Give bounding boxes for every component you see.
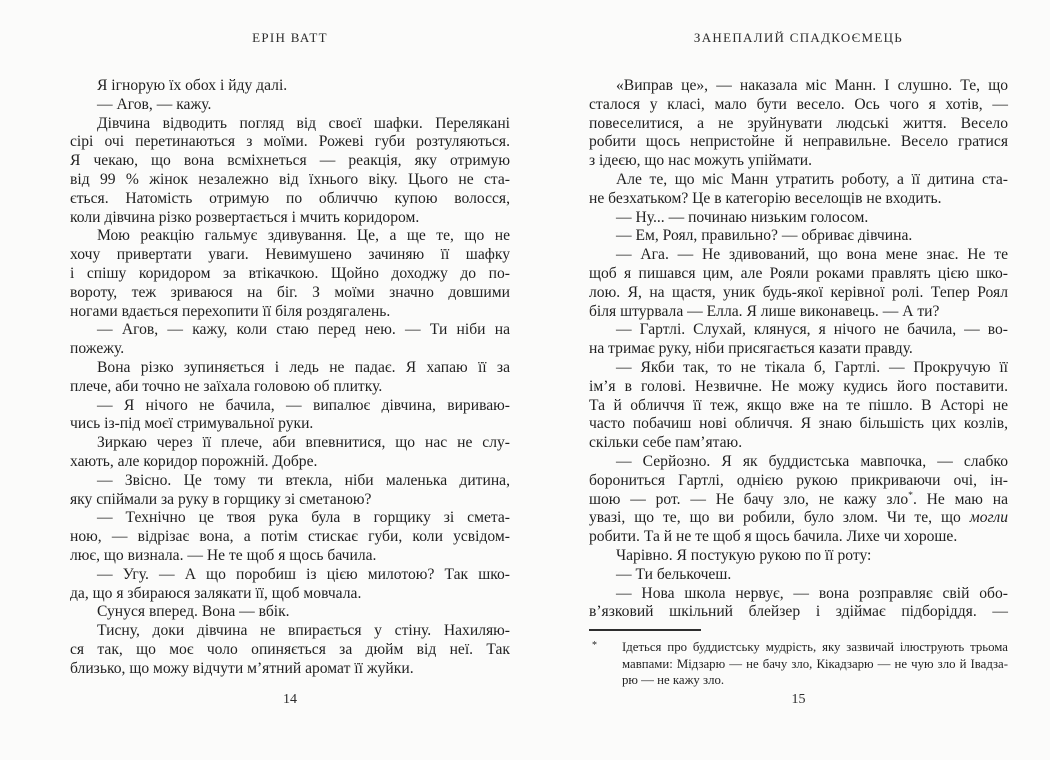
text-line: «Виправ це», — наказала міс Манн. І слушно. Те, що (616, 77, 1008, 94)
text-line: робити. Та й не те щоб я щось бачила. Лихе чи хороше. (589, 528, 958, 546)
text-line: повеселитися, а не зруйнувати людські життя. Весело (589, 114, 1008, 132)
text-line: хають, але коридор порожній. Добре. (70, 452, 318, 470)
text-line: борониться Гартлі, однією рукою прикриваючи очі, ін- (589, 471, 1008, 489)
text-line: і спішу коридором за втікачкою. Щойно доходжу до по- (70, 264, 510, 282)
text-line: — Серйозно. Я як буддистська мавпочка, — слабко (616, 452, 1008, 470)
text-line: Але те, що міс Манн утратить роботу, а її дитина ста- (616, 170, 1008, 188)
text-line: скільки себе пам’ятаю. (589, 434, 743, 452)
page-number-right: 15 (791, 692, 806, 707)
footnote-text (589, 639, 1008, 689)
text-line: да, що я збираюся залякати її, щоб мовчала. (70, 584, 362, 602)
text-line: — Звісно. Це тому ти втекла, ніби маленька дитина, (97, 471, 510, 489)
text-line: ною, — відрізає вона, а потім стискає губи, коли усвідом- (70, 528, 510, 546)
text-line: сталося у класі, мало бути весело. Ось чого я хотів, — (589, 95, 1008, 113)
page-body-left (70, 77, 510, 679)
text-line: коли дівчина різко розвертається і мчить коридором. (70, 208, 420, 226)
text-line: шою — рот. — Не бачу зло, не кажу зло*. Не маю на (589, 489, 1008, 508)
text-line: в’язковий шкільний блейзер і здіймає підборіддя. — (589, 603, 1008, 621)
text-line: від 99 % жінок незалежно від їхнього віку. Цього не ста- (70, 170, 510, 188)
page-right (589, 0, 1008, 760)
text-line: ім’я в голові. Незвичне. Не можу кудись його поставити. (589, 377, 1008, 395)
text-line: робити щось непристойне й неправильне. Весело гратися (589, 133, 1008, 151)
text-line: Сунуся вперед. Вона — вбік. (97, 603, 290, 621)
text-line: — Технічно це твоя рука була в горщику зі смета- (97, 509, 510, 527)
text-line: Дівчина відводить погляд від своєї шафки. Перелякані (97, 114, 510, 132)
footnote (589, 629, 1008, 689)
text-line: Чарівно. Я постукую рукою по її роту: (616, 546, 872, 564)
footnote-marker: * (592, 640, 597, 651)
text-line: Мою реакцію гальмує здивування. Це, а ще те, що не (97, 227, 510, 245)
text-line: — Нова школа нервує, — вона розправляє свій обо- (616, 584, 1008, 602)
text-line: Я ігнорую їх обох і йду далі. (97, 77, 288, 94)
page-left (70, 0, 510, 760)
text-line: — Ага. — Не здивований, що вона мене знає. Не те (616, 246, 1008, 264)
text-line: * Ідеться про буддистську мудрість, яку зазвичай ілюструють трьома (592, 640, 1008, 654)
text-line: — Я нічого не бачила, — випалює дівчина, вириваю- (97, 396, 510, 414)
text-line: — Гартлі. Слухай, клянуся, я нічого не бачила, — во- (616, 321, 1008, 339)
text-line: часто побачиш нові обличчя. Я знаю більшість цих козлів, (589, 415, 1008, 433)
text-line: ється. Натомість отримую по обличчю купою волосся, (70, 189, 510, 207)
running-header-title: ЗАНЕПАЛИЙ СПАДКОЄМЕЦЬ (693, 30, 904, 45)
text-line: з ідеєю, що нас можуть упіймати. (589, 152, 813, 170)
text-line: Зиркаю через її плече, аби впевнитися, що нас не слу- (97, 434, 510, 452)
text-line: вороту, теж зриваюся на біг. З моїми значно довшими (70, 283, 510, 301)
text-line: сірі очі перетинаються з моїми. Рожеві губи розтуляються. (70, 133, 510, 151)
text-line: біля штурвала — Елла. Я лише виконавець. — А ти? (589, 302, 940, 320)
text-line: — Угу. — А що поробиш із цією милотою? Так шко- (97, 565, 510, 583)
text-line: близько, що можу відчути м’ятний аромат її жуйки. (70, 659, 414, 677)
page-number-left: 14 (283, 692, 297, 707)
page-body-right (589, 77, 1008, 622)
text-line: увазі, що те, що ви робили, було злом. Чи те, що могли (589, 509, 1008, 527)
text-line: ногами вдається перехопити її біля роздягалень. (70, 302, 391, 320)
running-header-author: ЕРІН ВАТТ (252, 30, 328, 45)
text-line: — Ем, Роял, правильно? — обриває дівчина. (616, 227, 913, 245)
text-line: мавпами: Мідзарю — не бачу зло, Кікадзарю — не чую зло й Івадза- (622, 656, 1008, 671)
text-line: щоб я пишався цим, але Рояли роками правлять цією шко- (589, 264, 1008, 282)
text-line: на тримає руку, ніби присягається казати правду. (589, 340, 913, 358)
text-line: хочу привертати уваги. Невимушено зачиняю її шафку (70, 246, 510, 264)
text-line: — Агов, — кажу, коли стаю перед нею. — Ти ніби на (97, 321, 510, 339)
text-line: — Агов, — кажу. (97, 95, 212, 113)
text-line: Вона різко зупиняється і ледь не падає. Я хапаю її за (97, 358, 510, 376)
text-line: рю — не кажу зло. (622, 673, 725, 688)
footnote-rule (589, 629, 701, 631)
text-line: плече, аби точно не заїхала головою об плитку. (70, 377, 383, 395)
text-line: — Якби так, то не тікала б, Гартлі. — Прокручую її (616, 358, 1008, 376)
text-line: лою. Я, на щастя, уник будь-якої керівної ролі. Тепер Роял (589, 283, 1008, 301)
text-line: Тисну, доки дівчина не впирається у стіну. Нахиляю- (97, 622, 510, 640)
text-line: чись із-під моєї стримувальної руки. (70, 415, 314, 433)
text-line: не безхатьком? Це в категорію веселощів не входить. (589, 189, 942, 207)
text-line: Я чекаю, що вона всміхнеться — реакція, яку отримую (70, 152, 510, 170)
text-line: яку спіймали за руку в горщику зі сметаною? (70, 490, 372, 508)
text-line: — Ти белькочеш. (616, 565, 732, 583)
text-line: Та й обличчя її теж, якщо вже на те пішло. В Асторі не (589, 396, 1008, 414)
text-line: — Ну... — починаю низьким голосом. (616, 208, 869, 226)
text-line: ся так, що моє чоло опиняється за дюйм від неї. Так (70, 640, 510, 658)
text-line: пожежу. (70, 340, 125, 358)
text-line: лює, що визнала. — Не те щоб я щось бачила. (70, 546, 377, 564)
